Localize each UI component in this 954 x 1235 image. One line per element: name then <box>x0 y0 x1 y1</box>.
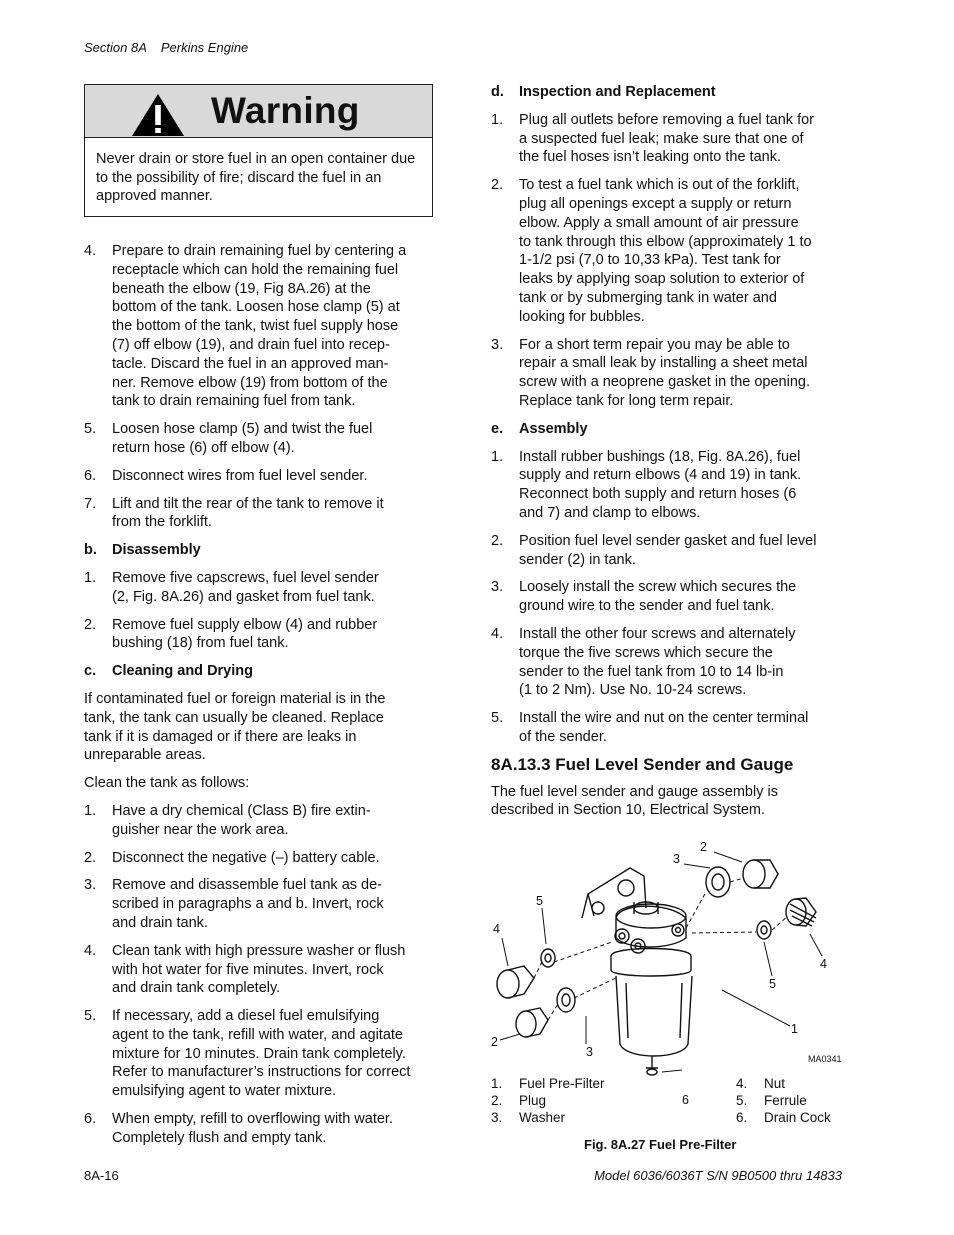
figure-legend-left <box>491 1075 641 1126</box>
list-item <box>84 802 439 840</box>
legend-label: Plug <box>519 1093 547 1108</box>
item-text-line: mixture for 10 minutes. Drain tank completely. <box>112 1045 406 1062</box>
warning-icon <box>131 93 185 137</box>
item-text-line: Refer to manufacturer’s instructions for correct <box>112 1064 411 1081</box>
item-text-line: When empty, refill to overflowing with water. <box>112 1111 393 1128</box>
legend-label: Nut <box>764 1076 786 1091</box>
list-item <box>84 420 439 458</box>
item-number: 6. <box>84 1111 97 1128</box>
item-number: 1. <box>491 448 504 465</box>
left-column <box>84 242 439 1157</box>
item-text-line: to tank through this elbow (approximately 1 to <box>519 233 812 250</box>
item-text-line: a suspected fuel leak; make sure that one of <box>519 130 804 147</box>
list-item <box>84 849 439 868</box>
item-text-line: Disconnect the negative (–) battery cable. <box>112 849 380 866</box>
item-number: 3. <box>84 877 97 894</box>
list-item <box>491 176 846 326</box>
list-item <box>491 625 846 700</box>
item-text-line: receptacle which can hold the remaining fuel <box>112 261 399 278</box>
legend-number: 4. <box>736 1076 748 1091</box>
list-item <box>84 616 439 654</box>
subsection-letter: c. <box>84 663 97 680</box>
item-text-line: For a short term repair you may be able to <box>519 336 790 353</box>
item-text-line: Loosely install the screw which secures the <box>519 579 797 596</box>
list-item <box>84 876 439 932</box>
list-item <box>84 495 439 533</box>
item-text-line: agent to the tank, refill with water, and agitate <box>112 1026 403 1043</box>
item-text-line: Disconnect wires from fuel level sender. <box>112 467 368 484</box>
callout-4-left: 4 <box>493 922 500 936</box>
figure-legend-right <box>736 1075 856 1126</box>
paragraph-line: unreparable areas. <box>84 747 206 764</box>
item-text-line: Remove and disassemble fuel tank as de- <box>112 877 383 894</box>
item-text-line: ner. Remove elbow (19) from bottom of the <box>112 374 388 391</box>
item-text-line: 1-1/2 psi (7,0 to 10,33 kPa). Test tank for <box>519 252 781 269</box>
subsection-title: Assembly <box>519 420 588 437</box>
item-text-line: (2, Fig. 8A.26) and gasket from fuel tank. <box>112 588 375 605</box>
item-text-line: looking for bubbles. <box>519 308 645 325</box>
subsection-title: Cleaning and Drying <box>112 663 253 680</box>
list-item <box>491 336 846 411</box>
callout-2-left: 2 <box>491 1035 498 1049</box>
list-item <box>84 1007 439 1101</box>
legend-item <box>491 1075 641 1092</box>
callout-3-top: 3 <box>673 852 680 866</box>
legend-number: 5. <box>736 1093 748 1108</box>
item-number: 5. <box>84 1008 97 1025</box>
item-text-line: tank or by submerging tank in water and <box>519 289 777 306</box>
list-item <box>84 942 439 998</box>
paragraph-line: described in Section 10, Electrical System. <box>491 802 766 819</box>
callout-3-bottom: 3 <box>586 1045 593 1059</box>
item-text-line: Prepare to drain remaining fuel by centering a <box>112 243 407 259</box>
list-item <box>491 578 846 616</box>
item-number: 7. <box>84 495 97 512</box>
list-item <box>84 569 439 607</box>
warning-box <box>84 84 433 217</box>
callout-1: 1 <box>791 1022 798 1036</box>
item-text-line: Reconnect both supply and return hoses (6 <box>519 486 797 503</box>
item-text-line: Install rubber bushings (18, Fig. 8A.26), fuel <box>519 448 801 465</box>
item-text-line: sender to the fuel tank from 10 to 14 lb-in <box>519 663 784 680</box>
item-text-line: Position fuel level sender gasket and fuel level <box>519 532 817 549</box>
subsection-title: Inspection and Replacement <box>519 84 716 100</box>
item-number: 2. <box>491 532 504 549</box>
item-text-line: guisher near the work area. <box>112 821 289 838</box>
item-text-line: Replace tank for long term repair. <box>519 392 734 409</box>
item-text-line: of the sender. <box>519 728 607 745</box>
item-text-line: tacle. Discard the fuel in an approved man- <box>112 355 389 372</box>
legend-label: Fuel Pre-Filter <box>519 1076 605 1091</box>
legend-item <box>491 1109 641 1126</box>
item-text-line: and drain tank completely. <box>112 980 281 997</box>
list-item <box>491 532 846 570</box>
item-number: 4. <box>491 625 504 642</box>
item-text-line: Install the wire and nut on the center terminal <box>519 710 809 727</box>
legend-label: Washer <box>519 1110 566 1125</box>
item-number: 1. <box>84 802 97 819</box>
legend-item <box>736 1092 856 1109</box>
callout-5-left: 5 <box>536 894 543 908</box>
subsection-heading <box>491 83 846 102</box>
legend-label: Ferrule <box>764 1093 807 1108</box>
figure-code: MA0341 <box>808 1054 842 1064</box>
item-text-line: scribed in paragraphs a and b. Invert, rock <box>112 896 384 913</box>
item-text-line: emulsifying agent to water mixture. <box>112 1083 337 1100</box>
callout-4-right: 4 <box>820 957 827 971</box>
item-text-line: leaks by applying soap solution to exterior of <box>519 271 805 288</box>
list-item <box>491 448 846 523</box>
item-text-line: Have a dry chemical (Class B) fire extin- <box>112 802 371 819</box>
legend-number: 3. <box>491 1110 503 1125</box>
item-text-line: and 7) and clamp to elbows. <box>519 504 701 521</box>
item-text-line: If necessary, add a diesel fuel emulsifying <box>112 1008 380 1025</box>
item-text-line: Completely flush and empty tank. <box>112 1129 327 1146</box>
fuel-prefilter-illustration <box>486 838 846 1078</box>
subsection-title: Disassembly <box>112 542 201 559</box>
item-text-line: Loosen hose clamp (5) and twist the fuel <box>112 421 373 438</box>
item-text-line: elbow. Apply a small amount of air pressure <box>519 214 799 231</box>
item-text-line: screw with a neoprene gasket in the opening. <box>519 374 810 391</box>
item-number: 5. <box>84 421 97 438</box>
item-number: 2. <box>84 616 97 633</box>
subsection-letter: d. <box>491 84 504 100</box>
subsection-heading <box>84 541 439 560</box>
subsection-heading <box>491 420 846 439</box>
list-item <box>84 467 439 486</box>
list-item <box>84 1110 439 1148</box>
list-item <box>84 242 439 411</box>
item-text-line: To test a fuel tank which is out of the forklift, <box>519 177 800 194</box>
item-text-line: (7) off elbow (19), and drain fuel into recep- <box>112 336 390 353</box>
item-text-line: Lift and tilt the rear of the tank to remove it <box>112 495 384 512</box>
item-text-line: repair a small leak by installing a sheet metal <box>519 355 808 372</box>
item-text-line: supply and return elbows (4 and 19) in tank. <box>519 467 802 484</box>
item-number: 3. <box>491 579 504 596</box>
item-text-line: plug all openings except a supply or return <box>519 195 792 212</box>
figure-caption: Fig. 8A.27 Fuel Pre-Filter <box>584 1137 737 1152</box>
subsection-heading <box>84 662 439 681</box>
legend-item <box>491 1092 641 1109</box>
item-text-line: with hot water for five minutes. Invert, rock <box>112 961 384 978</box>
item-number: 3. <box>491 336 504 353</box>
item-number: 4. <box>84 243 97 259</box>
item-text-line: and drain tank. <box>112 914 208 931</box>
paragraph-line: If contaminated fuel or foreign material is in the <box>84 690 386 707</box>
item-text-line: Remove five capscrews, fuel level sender <box>112 569 379 586</box>
legend-number: 6. <box>736 1110 748 1125</box>
item-text-line: the bottom of the tank, twist fuel supply hose <box>112 318 399 335</box>
item-text-line: return hose (6) off elbow (4). <box>112 439 295 456</box>
item-number: 6. <box>84 467 97 484</box>
legend-label: Drain Cock <box>764 1110 831 1125</box>
item-number: 2. <box>491 177 504 194</box>
list-item <box>491 709 846 747</box>
section-heading: 8A.13.3 Fuel Level Sender and Gauge <box>491 754 794 774</box>
callout-5-right: 5 <box>769 977 776 991</box>
model-footer: Model 6036/6036T S/N 9B0500 thru 14833 <box>594 1168 842 1183</box>
paragraph-line: The fuel level sender and gauge assembly is <box>491 783 778 800</box>
item-text-line: beneath the elbow (19, Fig 8A.26) at the <box>112 280 371 297</box>
legend-item <box>736 1109 856 1126</box>
warning-banner <box>85 85 432 138</box>
warning-text: Never drain or store fuel in an open container due to the possibility of fire; discard the fuel in an approved manner. <box>96 151 416 204</box>
list-item <box>491 111 846 167</box>
item-text-line: ground wire to the sender and fuel tank. <box>519 598 775 615</box>
item-text-line: Install the other four screws and alternately <box>519 625 796 642</box>
item-text-line: the fuel hoses isn’t leaking onto the tank. <box>519 149 781 166</box>
right-column <box>491 83 846 820</box>
page-number: 8A-16 <box>84 1168 119 1183</box>
item-number: 5. <box>491 710 504 727</box>
item-text-line: Remove fuel supply elbow (4) and rubber <box>112 616 378 633</box>
paragraph: Clean the tank as follows: <box>84 775 250 792</box>
fuel-prefilter-figure <box>486 838 846 1078</box>
item-text-line: Clean tank with high pressure washer or flush <box>112 942 406 959</box>
item-text-line: bushing (18) from fuel tank. <box>112 635 289 652</box>
item-text-line: tank to drain remaining fuel from tank. <box>112 393 356 410</box>
running-header: Section 8A Perkins Engine <box>84 40 249 55</box>
subsection-letter: e. <box>491 420 504 437</box>
item-text-line: (1 to 2 Nm). Use No. 10-24 screws. <box>519 682 747 699</box>
item-text-line: sender (2) in tank. <box>519 551 636 568</box>
callout-2-top: 2 <box>700 840 707 854</box>
item-text-line: from the forklift. <box>112 514 212 531</box>
legend-number: 2. <box>491 1093 503 1108</box>
paragraph <box>84 690 439 765</box>
item-text-line: Plug all outlets before removing a fuel tank for <box>519 111 814 128</box>
callout-6: 6 <box>682 1093 689 1107</box>
subsection-letter: b. <box>84 542 97 559</box>
paragraph-line: tank, the tank can usually be cleaned. Replace <box>84 709 384 726</box>
warning-title: Warning <box>211 90 360 131</box>
item-number: 1. <box>84 569 97 586</box>
item-text-line: torque the five screws which secure the <box>519 644 773 661</box>
paragraph-line: tank if it is damaged or if there are leaks in <box>84 728 357 745</box>
paragraph <box>491 783 846 821</box>
item-number: 2. <box>84 849 97 866</box>
item-text-line: bottom of the tank. Loosen hose clamp (5) at <box>112 299 400 316</box>
legend-number: 1. <box>491 1076 503 1091</box>
legend-item <box>736 1075 856 1092</box>
item-number: 4. <box>84 942 97 959</box>
item-number: 1. <box>491 111 504 128</box>
